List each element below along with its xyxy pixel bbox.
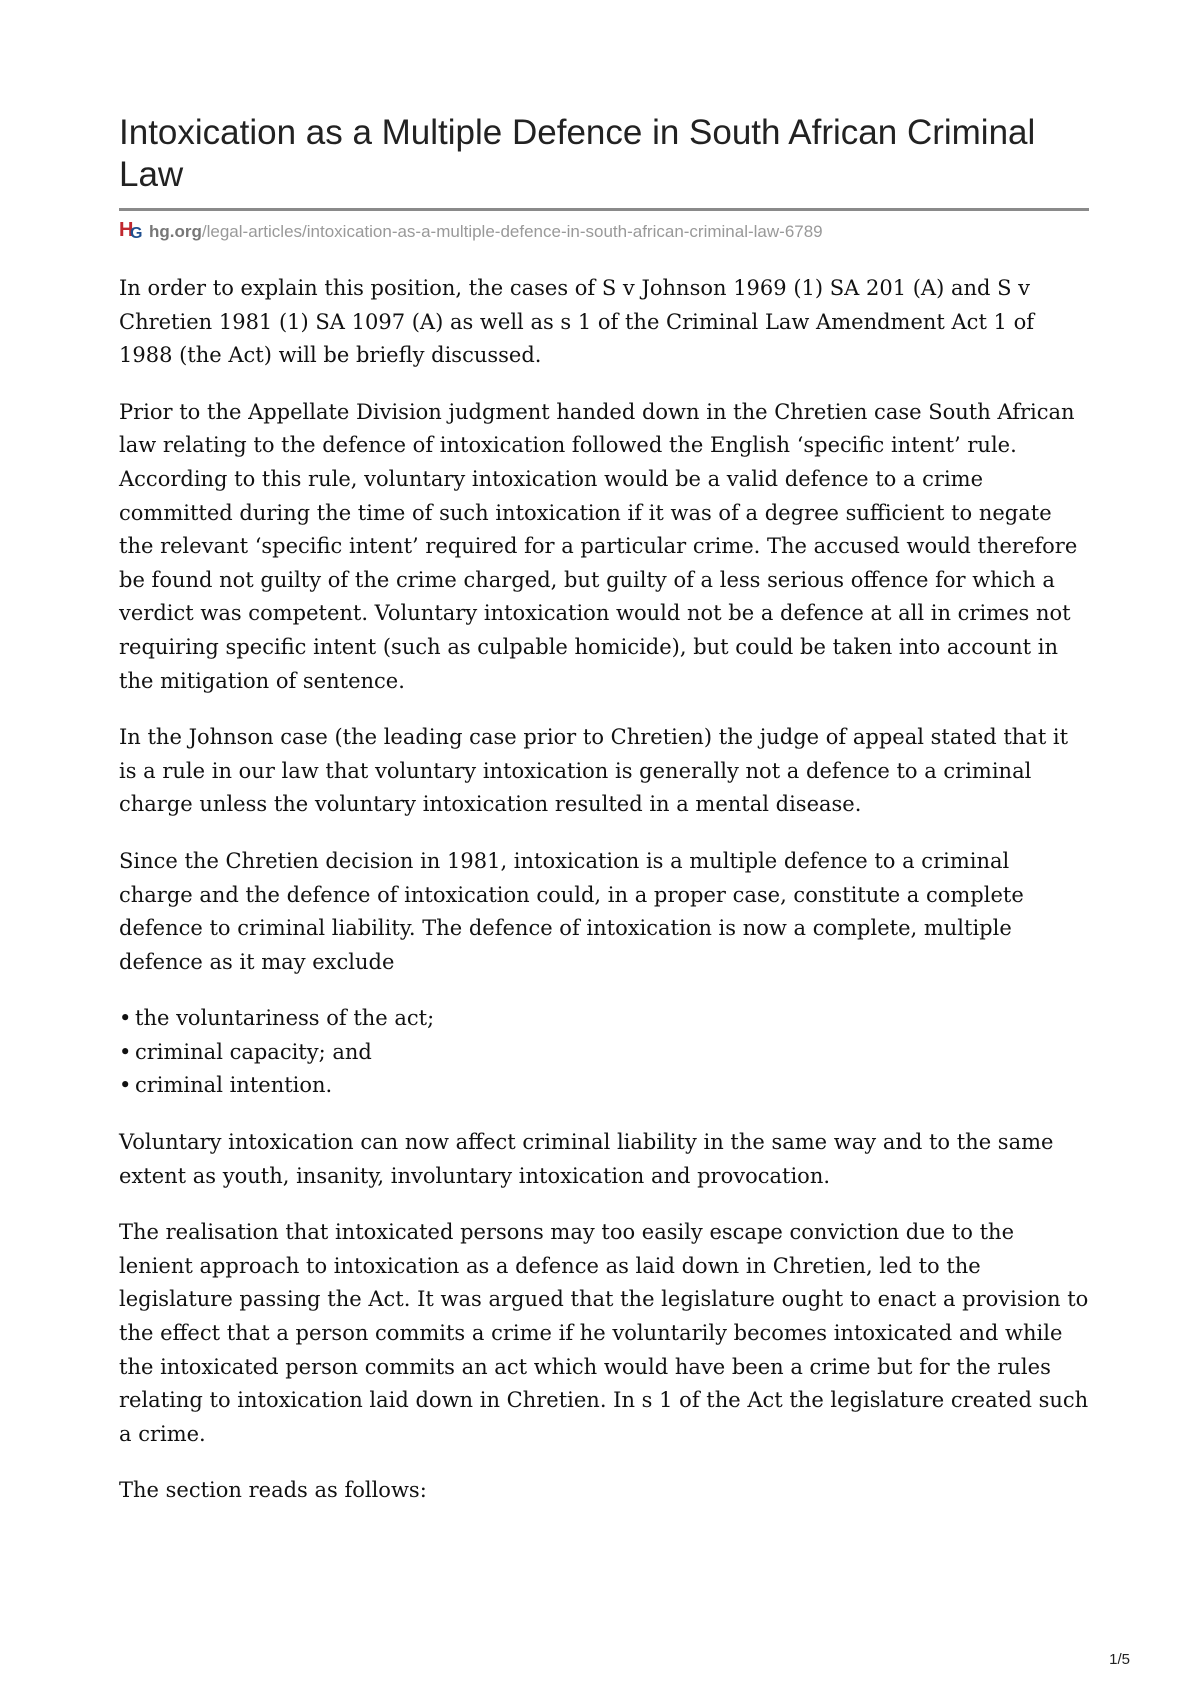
article-page — [119, 112, 1089, 1531]
bullet-icon: • — [119, 1006, 132, 1031]
hg-logo-icon — [119, 220, 145, 244]
page-number: 1/5 — [1109, 1651, 1130, 1668]
title-divider — [119, 208, 1089, 211]
article-body — [119, 272, 1089, 1508]
paragraph: Since the Chretien decision in 1981, intoxication is a multiple defence to a criminal charge and the defence of intoxication could, in a proper case, constitute a complete defence to criminal liability. The defence of intoxication is now a complete, multiple defence as it may exclude — [119, 848, 1024, 974]
list-item-text: the voluntariness of the act; — [135, 1006, 435, 1031]
list-item — [119, 1002, 1089, 1036]
paragraph: Voluntary intoxication can now affect criminal liability in the same way and to the same extent as youth, insanity, involuntary intoxication and provocation. — [119, 1130, 1054, 1188]
logo-letter-h: H — [119, 219, 134, 241]
bullet-icon: • — [119, 1073, 132, 1098]
source-url[interactable] — [119, 220, 1089, 244]
exclusion-list — [119, 1002, 1089, 1103]
paragraph: In the Johnson case (the leading case prior to Chretien) the judge of appeal stated that it is a rule in our law that voluntary intoxication is generally not a defence to a criminal charge unless the voluntary intoxication resulted in a mental disease. — [119, 725, 1069, 817]
source-domain[interactable]: hg.org — [149, 222, 202, 241]
logo-letter-g: G — [130, 225, 143, 242]
paragraph: In order to explain this position, the cases of S v Johnson 1969 (1) SA 201 (A) and S v Chretien 1981 (1) SA 1097 (A) as well as s 1 of the Criminal Law Amendment Act 1 of 1988 (the Act) will be briefly discussed. — [119, 276, 1035, 368]
list-item-text: criminal intention. — [135, 1073, 333, 1098]
list-item — [119, 1036, 1089, 1070]
source-path[interactable]: /legal-articles/intoxication-as-a-multiple-defence-in-south-african-criminal-law-6789 — [201, 222, 823, 241]
list-item — [119, 1069, 1089, 1103]
list-item-text: criminal capacity; and — [135, 1039, 372, 1064]
paragraph: The section reads as follows: — [119, 1478, 427, 1503]
article-title: Intoxication as a Multiple Defence in South African Criminal Law — [119, 113, 1036, 194]
paragraph: The realisation that intoxicated persons may too easily escape conviction due to the lenient approach to intoxication as a defence as laid down in Chretien, led to the legislature passing the Act. It was argued that the legislature ought to enact a provision to the effect that a person commits a crime if he voluntarily becomes intoxicated and while the intoxicated person commits an act which would have been a crime but for the rules relating to intoxication laid down in Chretien. In s 1 of the Act the legislature created such a crime. — [119, 1220, 1089, 1446]
bullet-icon: • — [119, 1039, 132, 1064]
paragraph: Prior to the Appellate Division judgment handed down in the Chretien case South African law relating to the defence of intoxication followed the English ‘specific intent’ rule. According to this rule, voluntary intoxication would be a valid defence to a crime committed during the time of such intoxication if it was of a degree sufficient to negate the relevant ‘specific intent’ required for a particular crime. The accused would therefore be found not guilty of the crime charged, but guilty of a less serious offence for which a verdict was competent. Voluntary intoxication would not be a defence at all in crimes not requiring specific intent (such as culpable homicide), but could be taken into account in the mitigation of sentence. — [119, 399, 1078, 693]
